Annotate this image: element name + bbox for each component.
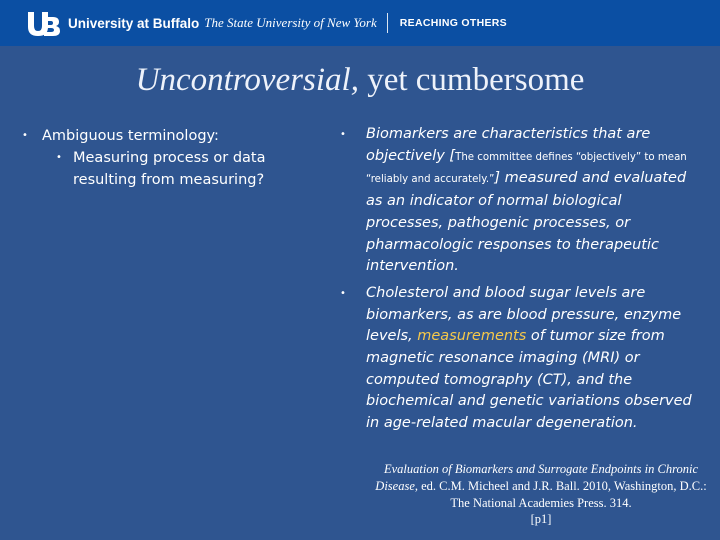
left-subitem-text: Measuring process or data resulting from measuring? [73,150,266,188]
objectively-note: The committee defines “objectively” to mean “reliably and accurately.” [366,151,687,186]
title-rest: yet cumbersome [358,62,585,98]
left-column [22,125,312,191]
header-bar [0,0,720,46]
list-item [340,124,698,278]
bullet-icon: • [340,287,346,299]
biomarker-definition-b: ] measured and evaluated as an indicator of normal biological processes, pathogenic processes, or pharmacologic responses to therapeutic intervention. [366,170,687,275]
citation-ref: [p1] [530,512,552,527]
highlighted-term: measurements [417,328,527,345]
citation-title: Evaluation of Biomarkers and Surrogate Endpoints in Chronic Disease [375,462,698,493]
ub-logo-icon [22,9,62,37]
university-name: University at Buffalo [68,15,200,31]
left-item-text: Ambiguous terminology: [42,128,219,144]
biomarker-examples-a: Cholesterol and blood sugar levels are biomarkers, as are blood pressure, enzyme levels, [366,284,682,345]
citation-details: , ed. C.M. Micheel and J.R. Ball. 2010, Washington, D.C.: The National Academies Press. 314. [414,478,707,510]
university-subtitle: The State University of New York [204,15,377,30]
title-italic: Uncontroversial, [135,62,359,98]
bullet-icon: • [56,152,62,163]
list-item [22,147,312,191]
list-item [22,125,312,147]
right-column [340,124,698,440]
biomarker-examples-b: of tumor size from magnetic resonance imaging (MRI) or computed tomography (CT), and the biochemical and genetic variations observed in age-related macular degeneration. [366,328,692,432]
tagline: REACHING OTHERS [399,17,507,29]
bullet-icon: • [340,129,346,140]
slide-title [0,62,720,99]
header-divider [387,13,388,33]
citation [372,461,710,528]
bullet-icon: • [22,130,28,141]
biomarker-definition-a: Biomarkers are characteristics that are objectively [ [366,126,651,164]
list-item [340,283,698,435]
